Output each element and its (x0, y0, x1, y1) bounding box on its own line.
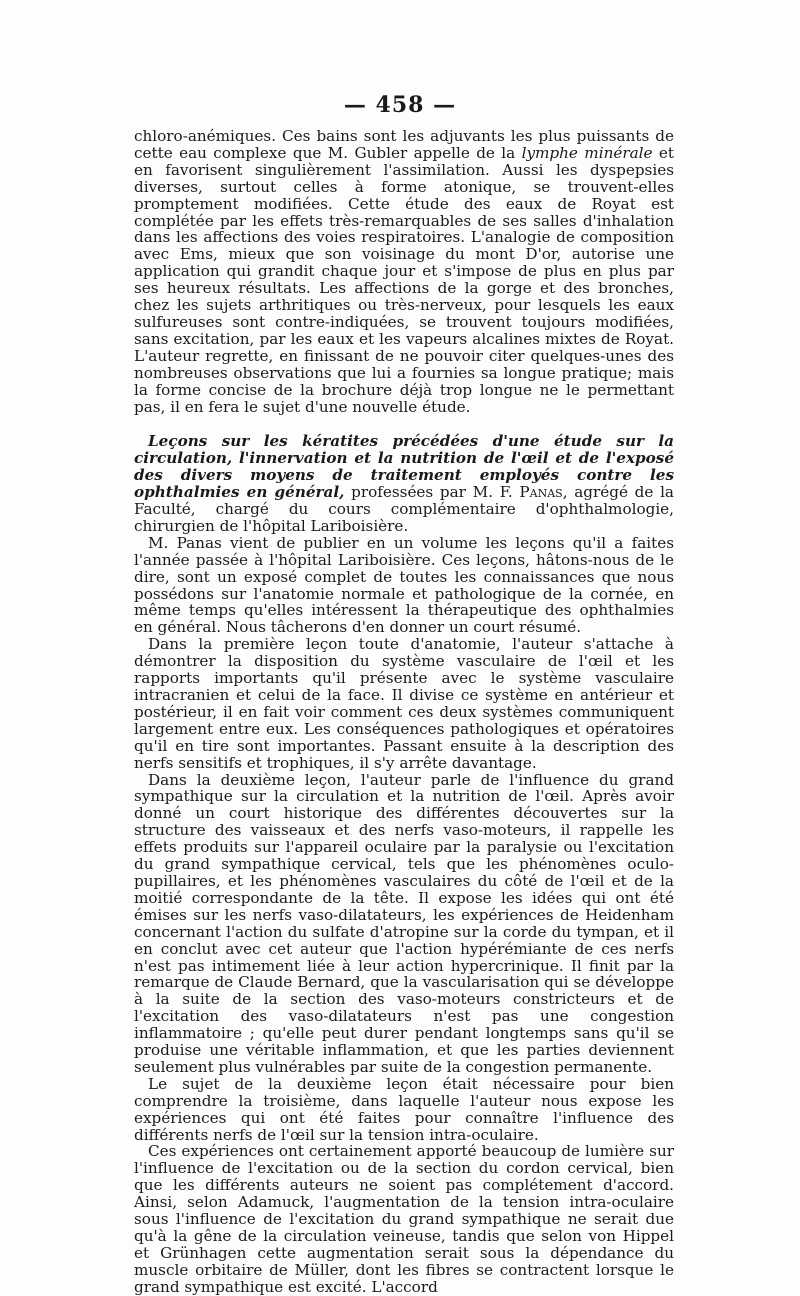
paragraph-royat-continuation (134, 128, 674, 415)
paragraph: Dans la première leçon toute d'anatomie, l'auteur s'attache à démontrer la disposition du système vasculaire de l'œil et les rapports importants qu'il présente avec le système vasculaire intracranien et celui de la face. Il divise ce système en antérieur et postérieur, il en fait voir comment ces deux systèmes communiquent largement entre eux. Les conséquences pathologiques et opératoires qu'il en tire sont importantes. Passant ensuite à la description des nerfs sensitifs et trophiques, il s'y arrête davantage. (134, 635, 674, 772)
review-title: Leçons sur les kératites précédées d'une étude sur la circulation, l'innervation et la nutrition de l'œil et de l'exposé des divers moyens de traitement employés contre les ophthalmies en général, (134, 432, 674, 502)
author-name: Panas (519, 483, 563, 502)
paragraph-text: et en favorisent singulièrement l'assimilation. Aussi les dyspepsies diverses, surtout celles à forme atonique, se trouvent-elles promptement modifiées. Cette étude des eaux de Royat est complétée par les effets très-remarquables de ses salles d'inhalation dans les affections des voies respiratoires. L'analogie de composition avec Ems, mieux que son voisinage du mont D'or, autorise une application qui grandit chaque jour et s'impose de plus en plus par ses heureux résultats. Les affections de la gorge et des bronches, chez les sujets arthritiques ou très-nerveux, pour lesquels les eaux sulfureuses sont contre-indiquées, se trouvent toujours modifiées, sans excitation, par les eaux et les vapeurs alcalines mixtes de Royat. L'auteur regrette, en finissant de ne pouvoir citer quelques-unes des nombreuses observations que lui a fournies sa longue pratique; mais la forme concise de la brochure déjà trop longue ne le permettant pas, il en fera le sujet d'une nouvelle étude. (134, 143, 674, 416)
body-text (134, 128, 674, 1296)
paragraph-text: , agrégé de la Faculté, chargé du cours complémentaire d'ophthalmologie, chirurgien de l'hôpital Lariboisière. (134, 483, 674, 535)
paragraph: Dans la deuxième leçon, l'auteur parle de l'influence du grand sympathique sur la circulation et la nutrition de l'œil. Après avoir donné un court historique des différentes découvertes sur la structure des vaisseaux et des nerfs vaso-moteurs, il rappelle les effets produits sur l'appareil oculaire par la paralysie ou l'excitation du grand sympathique cervical, tels que les phénomènes oculo-pupillaires, et les phénomènes vasculaires du côté de l'œil et de la moitié correspondante de la tête. Il expose les idées qui ont été émises sur les nerfs vaso-dilatateurs, les expériences de Heidenham concernant l'action du sulfate d'atropine sur la corde du tympan, et il en conclut avec cet auteur que l'action hypérémiante de ces nerfs n'est pas intimement liée à leur action hypercrinique. Il finit par la remarque de Claude Bernard, que la vascularisation qui se développe à la suite de la section des vaso-moteurs constricteurs et de l'excitation des vaso-dilatateurs n'est pas une congestion inflammatoire ; qu'elle peut durer pendant longtemps sans qu'il se produise une véritable inflammation, et que les parties deviennent seulement plus vulnérables par suite de la congestion permanente. (134, 770, 674, 1076)
paragraph: M. Panas vient de publier en un volume les leçons qu'il a faites l'année passée à l'hôpital Lariboisière. Ces leçons, hâtons-nous de le dire, sont un exposé complet de toutes les connaissances que nous possédons sur l'anatomie normale et pathologique de la cornée, en même temps qu'elles intéressent la thérapeutique des ophthalmies en général. Nous tâcherons d'en donner un court résumé. (134, 533, 674, 637)
review-heading-paragraph (134, 433, 674, 534)
paragraph: Ces expériences ont certainement apporté beaucoup de lumière sur l'influence de l'excitation ou de la section du cordon cervical, bien que les différents auteurs ne soient pas complétement d'accord. Ainsi, selon Adamuck, l'augmentation de la tension intra-oculaire sous l'influence de l'excitation du grand sympathique ne serait due qu'à la gêne de la circulation veineuse, tandis que selon von Hippel et Grünhagen cette augmentation serait sous la dépendance du muscle orbitaire de Müller, dont les fibres se contractent lorsque le grand sympathique est excité. L'accord (134, 1142, 674, 1296)
paragraph-text: chloro-anémiques. Ces bains sont les adjuvants les plus puissants de cette eau complexe que M. Gubler appelle de la (134, 127, 674, 162)
paragraph-text: professées par M. F. (344, 483, 520, 502)
page-number: — 458 — (343, 92, 457, 118)
emphasis-term: lymphe minérale (521, 143, 653, 162)
paragraph: Le sujet de la deuxième leçon était nécessaire pour bien comprendre la troisième, dans laquelle l'auteur nous expose les expériences qui ont été faites pour connaître l'influence des différents nerfs de l'œil sur la tension intra-oculaire. (134, 1074, 674, 1144)
